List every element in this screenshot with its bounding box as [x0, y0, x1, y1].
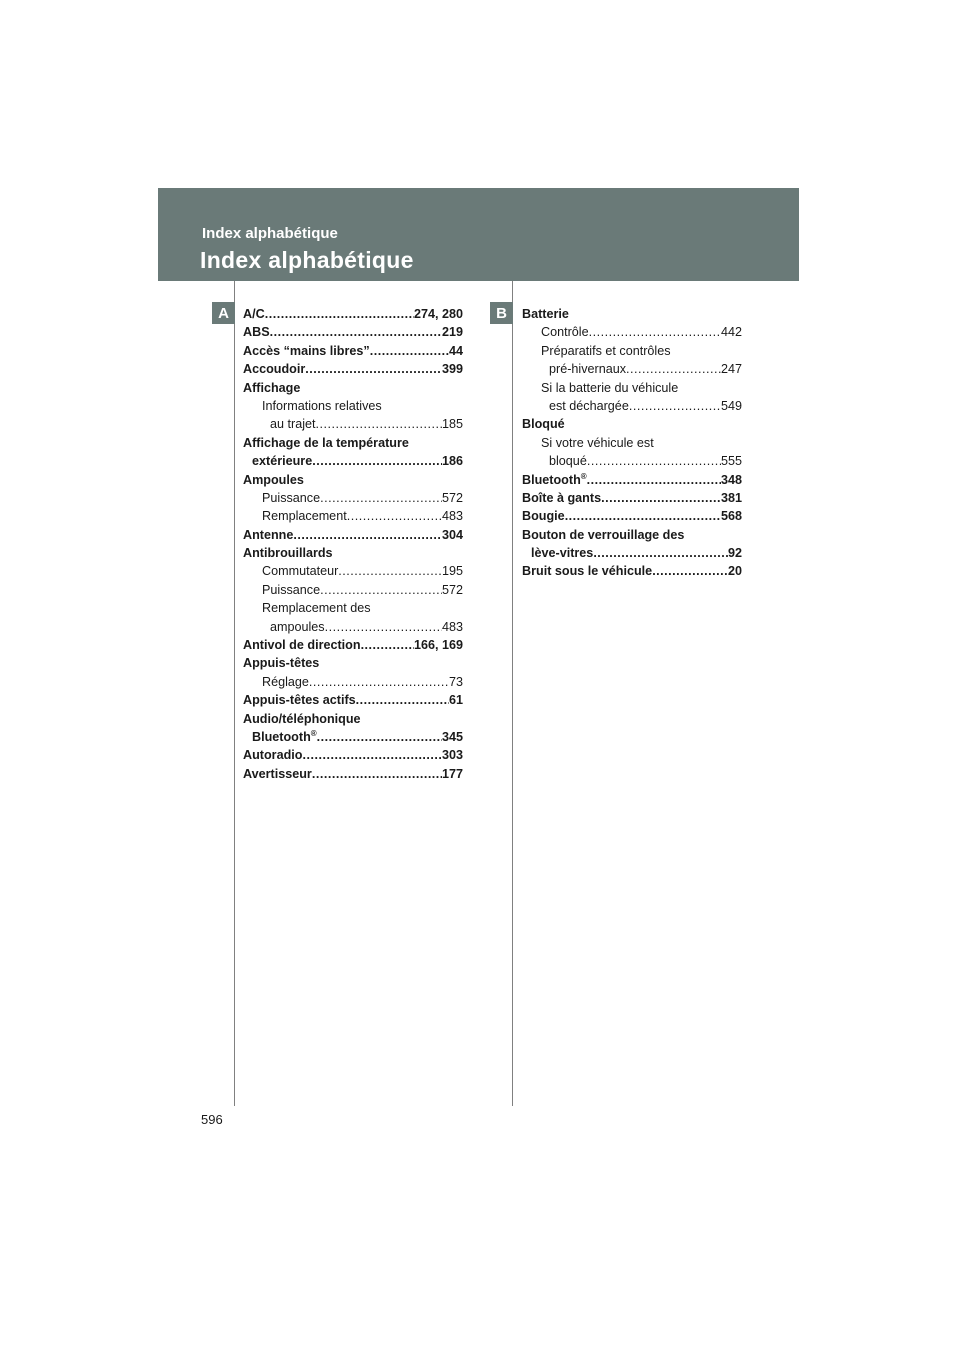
index-entry: Antivol de direction ..... 166, 169 — [243, 636, 463, 654]
index-subheading: Si votre véhicule est — [541, 435, 654, 450]
index-column-a — [243, 305, 463, 783]
header-subtitle: Index alphabétique — [202, 225, 338, 242]
index-heading: Ampoules — [243, 472, 304, 487]
index-heading: Bloqué — [522, 417, 565, 432]
chapter-header — [158, 188, 799, 281]
index-entry: Commutateur ..... 195 — [243, 562, 463, 580]
index-heading: Batterie — [522, 307, 569, 321]
index-entry: bloqué ..... 555 — [522, 452, 742, 470]
index-subheading: Informations relatives — [262, 398, 382, 413]
index-entry: Bluetooth® ..... 345 — [243, 728, 463, 746]
index-heading: Antibrouillards — [243, 546, 333, 561]
section-letter-a: A — [212, 302, 235, 324]
index-entry: Puissance ..... 572 — [243, 581, 463, 599]
index-heading: Audio/téléphonique — [243, 711, 361, 726]
index-column-b — [522, 305, 742, 581]
index-entry: Bluetooth® ..... 348 — [522, 471, 742, 489]
index-entry: extérieure ..... 186 — [243, 452, 463, 470]
index-entry: Autoradio ..... 303 — [243, 746, 463, 764]
index-entry: Contrôle ..... 442 — [522, 323, 742, 341]
index-entry: au trajet ..... 185 — [243, 415, 463, 433]
index-entry: pré-hivernaux ..... 247 — [522, 360, 742, 378]
index-entry: Accoudoir ..... 399 — [243, 360, 463, 378]
index-entry: Bougie ..... 568 — [522, 507, 742, 525]
index-heading: Bouton de verrouillage des — [522, 527, 685, 542]
index-entry: est déchargée ..... 549 — [522, 397, 742, 415]
index-entry: A/C ..... 274, 280 — [243, 305, 463, 323]
index-entry: lève-vitres ..... 92 — [522, 544, 742, 562]
index-heading: Affichage de la température — [243, 435, 409, 450]
index-entry: ampoules ..... 483 — [243, 618, 463, 636]
index-subheading: Préparatifs et contrôles — [541, 343, 671, 358]
index-entry: Remplacement ..... 483 — [243, 507, 463, 525]
index-entry: Accès “mains libres” ..... 44 — [243, 342, 463, 360]
index-entry: Boîte à gants ..... 381 — [522, 489, 742, 507]
index-heading: Affichage — [243, 380, 301, 395]
index-entry: Puissance ..... 572 — [243, 489, 463, 507]
header-title: Index alphabétique — [200, 247, 414, 273]
column-divider-left — [234, 281, 235, 1106]
index-entry: Bruit sous le véhicule ..... 20 — [522, 562, 742, 580]
section-letter-b: B — [490, 302, 513, 324]
page-number: 596 — [201, 1112, 223, 1127]
index-entry: Antenne ..... 304 — [243, 526, 463, 544]
index-subheading: Si la batterie du véhicule — [541, 380, 679, 395]
index-entry: Avertisseur ..... 177 — [243, 765, 463, 783]
column-divider-right — [512, 281, 513, 1106]
index-heading: Appuis-têtes — [243, 656, 320, 671]
index-entry: Réglage ..... 73 — [243, 673, 463, 691]
index-entry: Appuis-têtes actifs ..... 61 — [243, 691, 463, 709]
index-subheading: Remplacement des — [262, 601, 371, 616]
index-entry: ABS ..... 219 — [243, 323, 463, 341]
